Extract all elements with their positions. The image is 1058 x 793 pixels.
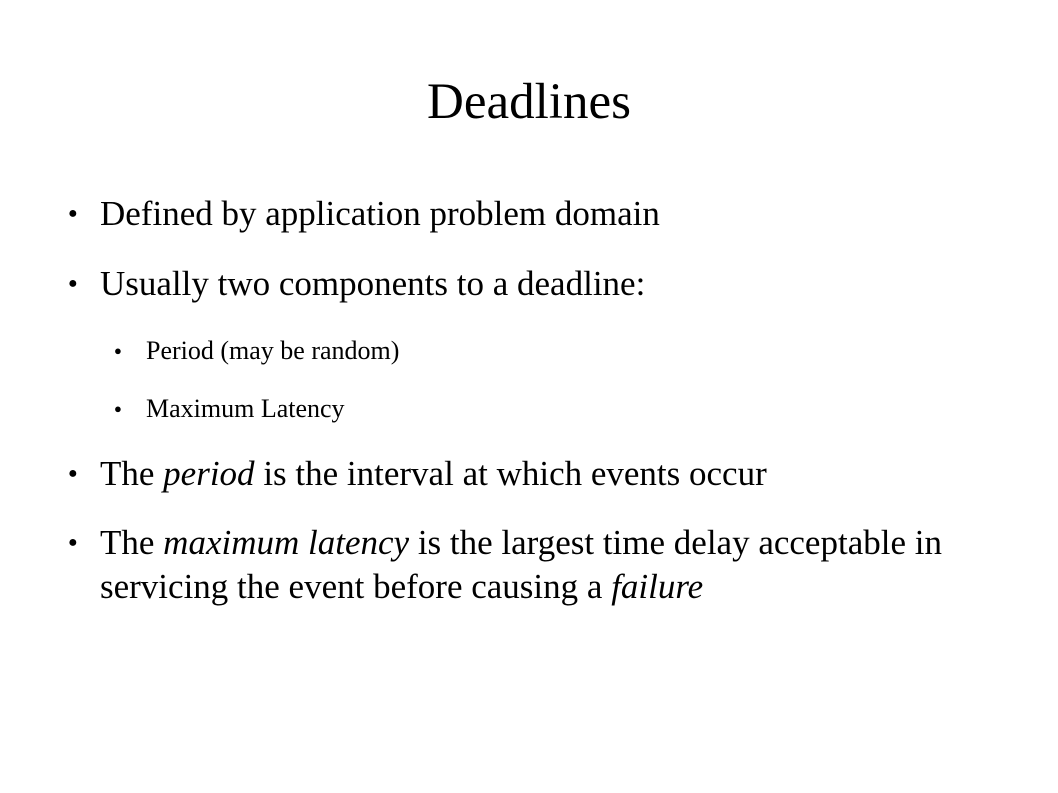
bullet-text-segment: The <box>100 454 164 493</box>
bullet-dot-icon: ● <box>114 401 122 416</box>
sub-bullet-text: Period (may be random) <box>146 336 400 365</box>
bullet-dot-icon: ● <box>68 465 78 482</box>
sub-bullet-item <box>116 392 916 426</box>
sub-bullet-text: Maximum Latency <box>146 394 345 423</box>
bullet-text: Usually two components to a deadline: <box>100 264 646 303</box>
bullet-emphasis: period <box>163 454 255 493</box>
sub-bullet-item <box>116 334 916 368</box>
slide-title: Deadlines <box>427 74 631 130</box>
bullet-item <box>70 262 970 306</box>
bullet-item <box>70 521 970 609</box>
bullet-text-segment: is the interval at which events occur <box>254 454 767 493</box>
bullet-dot-icon: ● <box>68 205 78 222</box>
bullet-emphasis: failure <box>611 567 704 606</box>
bullet-dot-icon: ● <box>68 275 78 292</box>
bullet-dot-icon: ● <box>114 343 122 358</box>
bullet-emphasis: maximum latency <box>163 523 410 562</box>
bullet-text <box>100 521 970 609</box>
bullet-item <box>70 192 970 236</box>
bullet-dot-icon: ● <box>68 534 78 551</box>
bullet-text <box>100 452 970 496</box>
bullet-text: Defined by application problem domain <box>100 194 660 233</box>
bullet-text-segment: is the largest time delay acceptable in servicing the event before causing a <box>100 523 942 606</box>
bullet-text-segment: The <box>100 523 164 562</box>
bullet-item <box>70 452 970 496</box>
